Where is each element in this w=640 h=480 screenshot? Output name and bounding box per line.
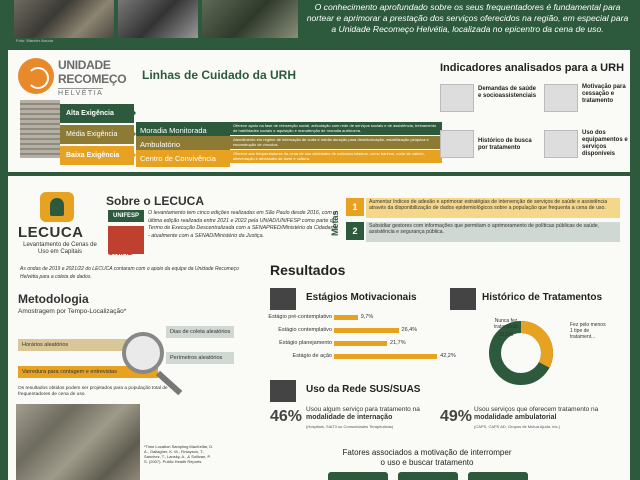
equipment-icon	[544, 130, 578, 158]
stage-value: 26,4%	[401, 327, 418, 333]
method-box: Perímetros aleatórios	[166, 352, 234, 364]
uniad-label: UNIAD	[108, 248, 134, 257]
building-photo	[20, 100, 60, 158]
rede-left-small: (Hospitais, SIAT3 ou Comunidades Terapêuticas)	[306, 424, 394, 429]
stairs-icon	[544, 84, 578, 112]
stage-bar	[334, 341, 387, 346]
service-ambulatorio-desc: Atendimento em regime de internação de curta e média duração para desintoxicação, estabilização psíquica e reconstrução de vínculos.	[230, 136, 442, 149]
meta-text: Subsidiar gestores com informações que permitam o aprimoramento de políticas públicas de saúde, assistência e segurança pública.	[366, 222, 620, 242]
door-icon	[450, 288, 476, 310]
indicador-label: Motivação para cessação e tratamento	[582, 84, 626, 104]
sobre-title: Sobre o LECUCA	[106, 194, 205, 208]
stage-label: Estágio contemplativo	[278, 327, 332, 333]
meta-number: 2	[346, 222, 364, 240]
stage-bar	[334, 315, 358, 320]
once-label: Fez pelo menos 1 tipe de tratament...	[570, 322, 606, 340]
unifesp-logo: UNIFESP	[108, 210, 144, 222]
network-icon	[270, 380, 296, 402]
meta-text: Aumentar índices de adesão e aprimorar estratégias de intervenção de serviços de saúde e assistência através da disponibilização de dados epidemiológicos sobre a população que frequenta a cena de uso.	[366, 198, 620, 218]
metodologia-title: Metodologia	[18, 292, 89, 306]
urh-logo-line2: RECOMEÇO	[58, 72, 127, 86]
service-moradia-desc: Oferece apoio na fase de reinserção social, articulação com rede de serviços sociais e de assistência, treinamento de habilidades sociais e aquisição e manutenção de moradia autônoma.	[230, 122, 442, 135]
indicadores-title: Indicadores analisados para a URH	[440, 62, 625, 74]
rede-left-pct: 46%	[270, 408, 303, 425]
historico-title: Histórico de Tratamentos	[482, 292, 603, 303]
fatores-bar	[328, 472, 388, 480]
intro-text: O conhecimento aprofundado sobre os seus frequentadores é fundamental para nortear e aprimorar a prestação dos serviços oferecidos na região, em especial para a Unidade Recomeço Helvétia, localizada no epicentro da cena de uso.	[306, 2, 629, 34]
aerial-map	[16, 404, 140, 480]
service-convivencia: Centro de Convivência	[136, 150, 230, 167]
puzzle-bulb-icon	[40, 192, 74, 222]
arrow-icon	[128, 125, 136, 143]
lecuca-name: LECUCA	[18, 224, 84, 241]
sobre-text: O levantamento tem cinco edições realizadas em São Paulo desde 2016, com a última edição realizada entre 2021 e 2022 pela UNIAD/UNIFESP como parte do Termo de Execução Descentralizada com a SENAPRED/Ministério da Cidadania - atualmente com a SENAD/Ministério da Justiça.	[148, 210, 338, 239]
metas-label: Metas	[330, 210, 340, 236]
stage-bar	[334, 328, 399, 333]
lecuca-panel	[8, 176, 630, 480]
level-alta: Alta Exigência	[60, 104, 134, 123]
lecuca-subtitle: Levantamento de Cenas de Uso em Capitais	[23, 242, 97, 255]
meta-number: 1	[346, 198, 364, 216]
method-box: Horários aleatórios	[18, 339, 158, 351]
lecuca-logo	[18, 192, 108, 262]
never-value: 32,5%	[498, 332, 514, 338]
stage-bar	[334, 354, 437, 359]
arrow-icon	[128, 146, 136, 164]
stage-value: 21,7%	[390, 340, 406, 346]
photo-credit: Foto: Wander Arruda	[16, 38, 53, 43]
resultados-title: Resultados	[270, 262, 346, 278]
never-label: Nunca fez tratamento	[494, 318, 518, 330]
indicador-label: Uso dos equipamentos e serviços disponíveis	[582, 130, 628, 157]
clipboard-icon	[440, 84, 474, 112]
urh-logo-line1: UNIDADE	[58, 58, 111, 72]
service-moradia: Moradia Monitorada	[136, 122, 230, 139]
method-box: Varredura para contagem e entrevistas	[18, 366, 158, 378]
rede-title: Uso da Rede SUS/SUAS	[306, 384, 421, 395]
fatores-bar	[398, 472, 458, 480]
stage-label: Estágio de ação	[292, 353, 332, 359]
linhas-title: Linhas de Cuidado da URH	[142, 68, 297, 82]
scene-photo-2	[118, 0, 198, 38]
level-media: Média Exigência	[60, 125, 134, 144]
top-banner	[0, 0, 640, 48]
door-icon	[440, 130, 474, 158]
map-note: *Time Location Sampling MacKellar, D. A., Gallagher, K. M., Finlayson, T., Sanchez, T., Lansky, A., & Sullivan, P. S. (2007). Public Health Reports	[144, 444, 214, 464]
stage-label: Estágio pré-contemplativo	[268, 314, 332, 320]
level-baixa: Baixa Exigência	[60, 146, 134, 165]
scene-photo-1	[14, 0, 114, 38]
rede-right-small: (CAPS, CAPS AD, Grupos de Mútua Ajuda, etc.)	[474, 424, 561, 429]
metodologia-note: Os resultados obtidos podem ser projetados para a população total de frequentadores de cena de uso.	[18, 386, 168, 397]
rede-right-text: Usou serviços que oferecem tratamento na modalidade ambulatorial	[474, 406, 599, 421]
urh-panel	[8, 50, 630, 172]
magnifier-icon	[122, 332, 164, 374]
metodologia-subtitle: Amostragem por Tempo-Localização*	[18, 308, 127, 315]
stairs-icon	[270, 288, 296, 310]
urh-logo-line3: HELVÉTIA	[58, 90, 104, 97]
fatores-bar	[468, 472, 528, 480]
rede-right-pct: 49%	[440, 408, 473, 425]
estagios-title: Estágios Motivacionais	[306, 292, 417, 303]
sun-logo-icon	[18, 58, 54, 94]
method-box: Dias de coleta aleatórios	[166, 326, 234, 338]
indicador-label: Histórico de busca por tratamento	[478, 138, 532, 151]
indicador-label: Demandas de saúde e socioassistenciais	[478, 86, 537, 99]
stage-label: Estágio planejamento	[279, 340, 332, 346]
stage-value: 9,7%	[360, 314, 374, 320]
service-ambulatorio: Ambulatório	[136, 136, 230, 153]
stage-value: 42,2%	[440, 353, 456, 359]
fatores-title: Fatores associados a motivação de interromper o uso e buscar tratamento	[342, 448, 512, 467]
arrow-icon	[128, 104, 136, 122]
service-convivencia-desc: Oferece aos frequentadores da cena de uso atividades de cuidados básicos, como banhos, corte de cabelo, alimentação e atividades de lazer e cultura.	[230, 150, 442, 163]
ondas-text: As ondas de 2019 e 2021/22 do LECUCA contaram com o apoio da equipe da Unidade Recomeço Helvétia para a coleta de dados.	[20, 266, 239, 280]
metas-block	[330, 192, 630, 246]
scene-photo-3	[202, 0, 298, 38]
rede-left-text: Usou algum serviço para tratamento na modalidade de internação	[306, 406, 420, 421]
